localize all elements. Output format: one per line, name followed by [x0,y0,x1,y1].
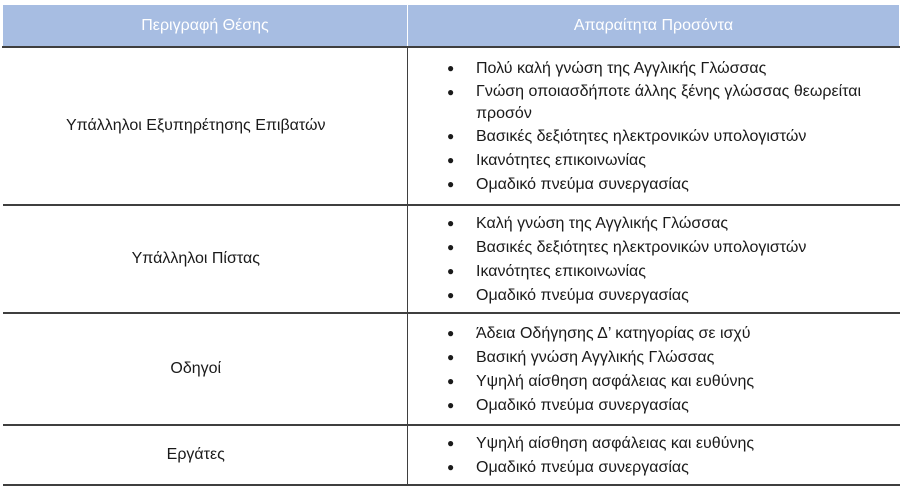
bullet-icon: ● [447,326,455,340]
header-position-description: Περιγραφή Θέσης [3,5,408,48]
requirement-text: Πολύ καλή γνώση της Αγγλικής Γλώσσας [476,60,767,77]
bullet-icon: ● [447,436,455,450]
bullet-icon: ● [447,216,455,230]
requirement-text: Καλή γνώση της Αγγλικής Γλώσσας [476,215,729,232]
requirements-list [408,206,900,312]
requirement-text: Ικανότητες επικοινωνίας [476,263,646,280]
list-item [408,322,900,346]
bullet-icon: ● [447,264,455,278]
requirements-list [408,51,900,201]
table-header-row [3,5,900,48]
list-item [408,81,900,125]
bullet-icon: ● [447,398,455,412]
requirement-text: Βασική γνώση Αγγλικής Γλώσσας [476,349,715,366]
job-requirements-table [2,4,900,486]
requirement-text: Βασικές δεξιότητες ηλεκτρονικών υπολογιστών [476,128,807,145]
list-item [408,57,900,81]
bullet-icon: ● [447,85,455,99]
table-row [3,205,900,313]
table-row [3,425,900,485]
table-row [3,47,900,205]
bullet-icon: ● [447,288,455,302]
requirement-text: Ομαδικό πνεύμα συνεργασίας [476,459,689,476]
bullet-icon: ● [447,129,455,143]
table-row [3,313,900,425]
list-item [408,173,900,197]
bullet-icon: ● [447,61,455,75]
position-cell: Οδηγοί [3,313,408,425]
list-item [408,149,900,173]
list-item [408,125,900,149]
bullet-icon: ● [447,177,455,191]
list-item [408,370,900,394]
requirements-cell [408,47,900,205]
requirements-cell [408,205,900,313]
requirement-text: Γνώση οποιασδήποτε άλλης ξένης γλώσσας θεωρείται προσόν [476,83,862,122]
list-item [408,284,900,308]
bullet-icon: ● [447,240,455,254]
requirement-text: Υψηλή αίσθηση ασφάλειας και ευθύνης [476,373,755,390]
list-item [408,236,900,260]
list-item [408,394,900,418]
bullet-icon: ● [447,460,455,474]
requirements-cell [408,425,900,485]
bullet-icon: ● [447,153,455,167]
requirement-text: Ομαδικό πνεύμα συνεργασίας [476,397,689,414]
header-required-qualifications: Απαραίτητα Προσόντα [408,5,900,48]
position-cell: Υπάλληλοι Πίστας [3,205,408,313]
requirements-cell [408,313,900,425]
position-cell: Εργάτες [3,425,408,485]
requirement-text: Βασικές δεξιότητες ηλεκτρονικών υπολογιστών [476,239,807,256]
position-cell: Υπάλληλοι Εξυπηρέτησης Επιβατών [3,47,408,205]
requirement-text: Άδεια Οδήγησης Δ’ κατηγορίας σε ισχύ [476,325,751,342]
requirements-list [408,316,900,422]
list-item [408,432,900,456]
bullet-icon: ● [447,350,455,364]
requirements-list [408,426,900,484]
requirement-text: Ομαδικό πνεύμα συνεργασίας [476,287,689,304]
requirement-text: Ομαδικό πνεύμα συνεργασίας [476,176,689,193]
bullet-icon: ● [447,374,455,388]
requirement-text: Υψηλή αίσθηση ασφάλειας και ευθύνης [476,435,755,452]
list-item [408,346,900,370]
list-item [408,260,900,284]
list-item [408,212,900,236]
requirement-text: Ικανότητες επικοινωνίας [476,152,646,169]
list-item [408,456,900,480]
